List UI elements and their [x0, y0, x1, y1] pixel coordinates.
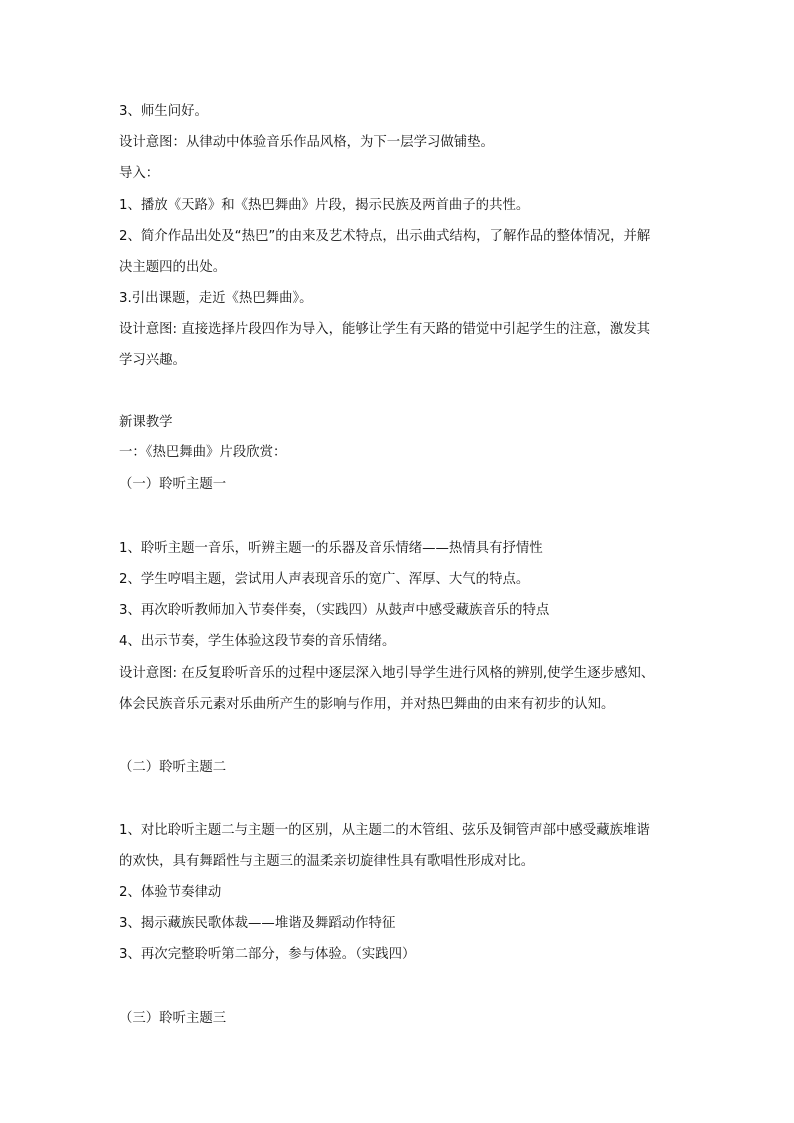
text-line-design-intent-2a: 设计意图: 直接选择片段四作为导入，能够让学生有天路的错觉中引起学生的注意，激发其: [119, 322, 650, 337]
text-line-theme1-4: 4、出示节奏，学生体验这段节奏的音乐情绪。: [119, 634, 396, 649]
subsection-heading-theme-3: （三）聆听主题三: [119, 1011, 227, 1026]
text-line-intro-1: 1、播放《天路》和《热巴舞曲》片段，揭示民族及两首曲子的共性。: [119, 198, 530, 213]
subsection-heading-theme-2: （二）聆听主题二: [119, 760, 227, 775]
text-line-design-intent-1: 设计意图：从律动中体验音乐作品风格，为下一层学习做铺垫。: [119, 135, 494, 150]
text-line-theme2-2: 2、体验节奏律动: [119, 885, 222, 900]
text-line-design-intent-3a: 设计意图: 在反复聆听音乐的过程中逐层深入地引导学生进行风格的辨别,使学生逐步感知、: [119, 666, 655, 681]
text-line-theme1-1: 1、聆听主题一音乐，听辨主题一的乐器及音乐情绪——热情具有抒情性: [119, 541, 543, 556]
text-line-greeting: 3、师生问好。: [119, 104, 208, 119]
text-line-theme1-2: 2、学生哼唱主题，尝试用人声表现音乐的宽广、浑厚、大气的特点。: [119, 572, 530, 587]
text-line-theme2-1a: 1、对比聆听主题二与主题一的区别，从主题二的木管组、弦乐及铜管声部中感受藏族堆谐: [119, 823, 650, 838]
text-line-intro-3: 3.引出课题，走近《热巴舞曲》。: [119, 291, 313, 306]
text-line-theme2-3: 3、揭示藏族民歌体裁——堆谐及舞蹈动作特征: [119, 916, 396, 931]
text-line-theme1-3: 3、再次聆听教师加入节奏伴奏，（实践四）从鼓声中感受藏族音乐的特点: [119, 603, 550, 618]
section-heading-new-lesson: 新课教学: [119, 415, 173, 430]
text-line-design-intent-2b: 学习兴趣。: [119, 353, 186, 368]
text-line-intro-2a: 2、简介作品出处及“热巴”的由来及艺术特点，出示曲式结构，了解作品的整体情况，并解: [119, 229, 651, 244]
section-heading-excerpt: 一：《热巴舞曲》片段欣赏：: [119, 445, 287, 460]
subsection-heading-theme-1: （一）聆听主题一: [119, 477, 227, 492]
text-line-theme2-1b: 的欢快，具有舞蹈性与主题三的温柔亲切旋律性具有歌唱性形成对比。: [119, 854, 535, 869]
text-line-intro-heading: 导入：: [119, 166, 160, 181]
text-line-intro-2b: 决主题四的出处。: [119, 260, 227, 275]
text-line-theme2-4: 3、再次完整聆听第二部分，参与体验。（实践四）: [119, 947, 416, 962]
text-line-design-intent-3b: 体会民族音乐元素对乐曲所产生的影响与作用，并对热巴舞曲的由来有初步的认知。: [119, 697, 615, 712]
